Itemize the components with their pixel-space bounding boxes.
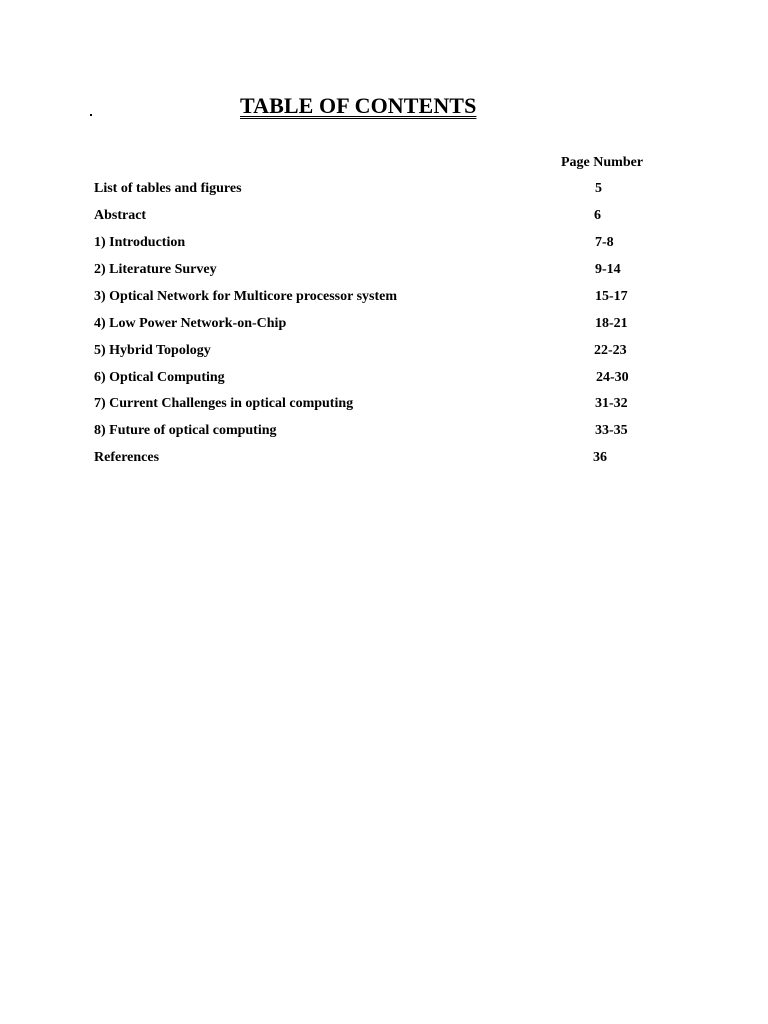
toc-entry-label: 5) Hybrid Topology bbox=[94, 343, 211, 358]
toc-entry-label: 2) Literature Survey bbox=[94, 262, 217, 277]
toc-entry-page: 33-35 bbox=[595, 423, 628, 438]
toc-entry-page: 9-14 bbox=[595, 262, 621, 277]
toc-entry bbox=[0, 181, 768, 199]
toc-entry bbox=[0, 316, 768, 334]
toc-entry-page: 15-17 bbox=[595, 289, 628, 304]
toc-entry bbox=[0, 343, 768, 361]
toc-entry-page: 7-8 bbox=[595, 235, 614, 250]
toc-entry-label: List of tables and figures bbox=[94, 181, 242, 196]
toc-entry bbox=[0, 370, 768, 388]
toc-entry-label: 6) Optical Computing bbox=[94, 370, 225, 385]
toc-entry-page: 31-32 bbox=[595, 396, 628, 411]
toc-entry-page: 5 bbox=[595, 181, 602, 196]
toc-entry bbox=[0, 235, 768, 253]
toc-entry-label: 4) Low Power Network-on-Chip bbox=[94, 316, 287, 331]
toc-entry-label: Abstract bbox=[94, 208, 147, 223]
toc-entry-label: 3) Optical Network for Multicore processor system bbox=[94, 289, 398, 304]
toc-entry bbox=[0, 208, 768, 226]
toc-entry bbox=[0, 262, 768, 280]
toc-entry-page: 18-21 bbox=[595, 316, 628, 331]
toc-entry bbox=[0, 450, 768, 468]
toc-entry-page: 22-23 bbox=[594, 343, 627, 358]
toc-entry bbox=[0, 289, 768, 307]
page-number-header: Page Number bbox=[561, 155, 644, 170]
stray-dot bbox=[90, 114, 92, 116]
toc-entry-label: References bbox=[94, 450, 160, 465]
toc-entry bbox=[0, 423, 768, 441]
toc-entry-page: 6 bbox=[594, 208, 601, 223]
toc-entry-page: 36 bbox=[593, 450, 607, 465]
page-title: TABLE OF CONTENTS bbox=[240, 93, 477, 118]
toc-entry bbox=[0, 396, 768, 414]
toc-entry-label: 8) Future of optical computing bbox=[94, 423, 277, 438]
toc-entry-label: 1) Introduction bbox=[94, 235, 186, 250]
toc-entry-page: 24-30 bbox=[596, 370, 629, 385]
toc-entry-label: 7) Current Challenges in optical computing bbox=[94, 396, 354, 411]
